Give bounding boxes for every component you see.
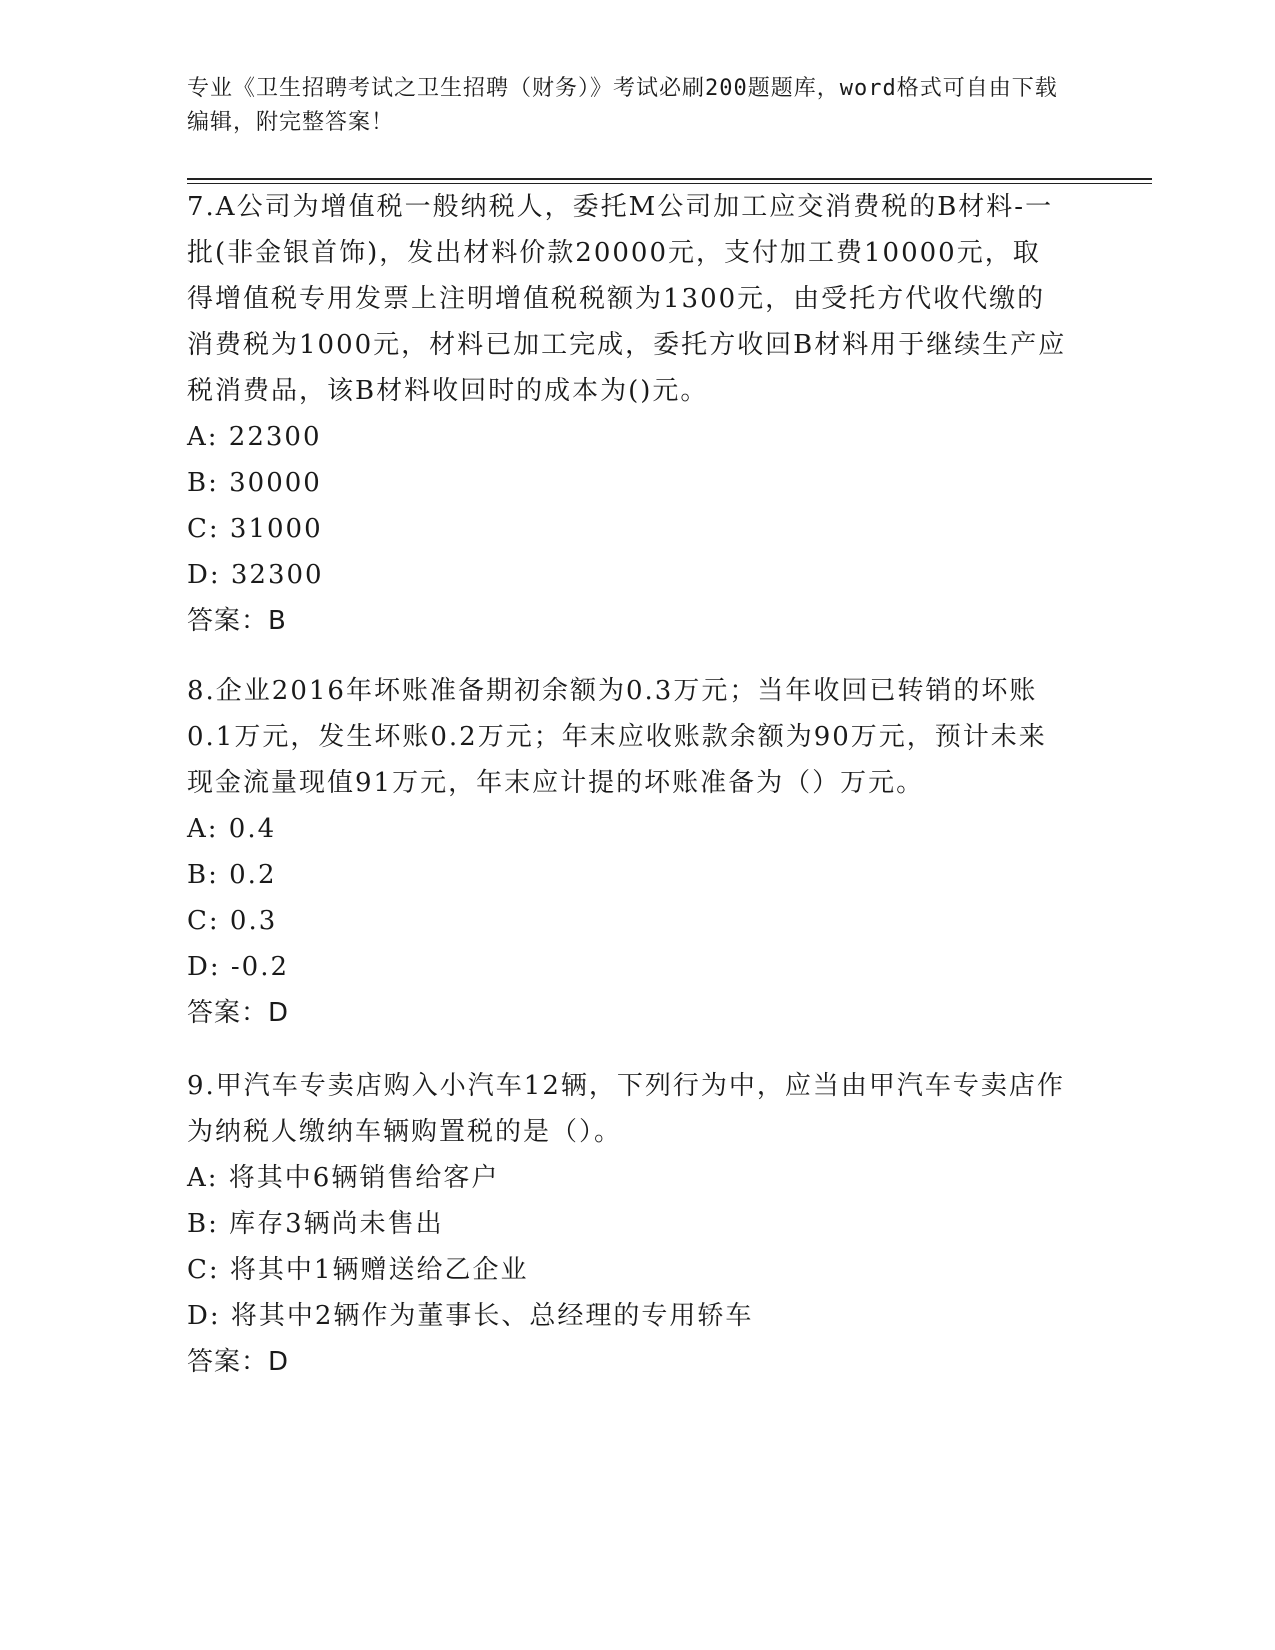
option-a: A: 0.4 [187,814,277,844]
option-d: D: 将其中2辆作为董事长、总经理的专用轿车 [187,1301,754,1331]
question-text: 9.甲汽车专卖店购入小汽车12辆，下列行为中，应当由甲汽车专卖店作为纳税人缴纳车辆购置税的是（）。 [187,1071,1065,1147]
question-9 [187,1063,1067,1385]
header-divider-thick [187,178,1152,180]
option-b: B: 库存3辆尚未售出 [187,1209,444,1239]
answer: 答案：B [187,606,287,636]
answer: 答案：D [187,1347,290,1377]
answer: 答案：D [187,998,290,1028]
option-c: C: 将其中1辆赠送给乙企业 [187,1255,529,1285]
option-a: A: 将其中6辆销售给客户 [187,1163,500,1193]
option-c: C: 31000 [187,514,323,544]
question-7 [187,184,1067,644]
option-d: D: 32300 [187,560,324,590]
option-a: A: 22300 [187,422,322,452]
option-b: B: 0.2 [187,860,277,890]
page-header: 专业《卫生招聘考试之卫生招聘（财务）》考试必刷200题题库，word格式可自由下载编辑，附完整答案！ [187,76,1058,135]
question-text: 8.企业2016年坏账准备期初余额为0.3万元；当年收回已转销的坏账0.1万元，发生坏账0.2万元；年末应收账款余额为90万元，预计未来现金流量现值91万元，年末应计提的坏账准备为（）万元。 [187,676,1047,798]
option-d: D: -0.2 [187,952,290,982]
option-b: B: 30000 [187,468,322,498]
option-c: C: 0.3 [187,906,278,936]
question-8 [187,668,1067,1036]
question-text: 7.A公司为增值税一般纳税人，委托M公司加工应交消费税的B材料-一批(非金银首饰)，发出材料价款20000元，支付加工费10000元，取得增值税专用发票上注明增值税税额为1300元，由受托方代收代缴的消费税为1000元，材料已加工完成，委托方收回B材料用于继续生产应税消费品，该B材料收回时的成本为()元。 [187,192,1067,406]
